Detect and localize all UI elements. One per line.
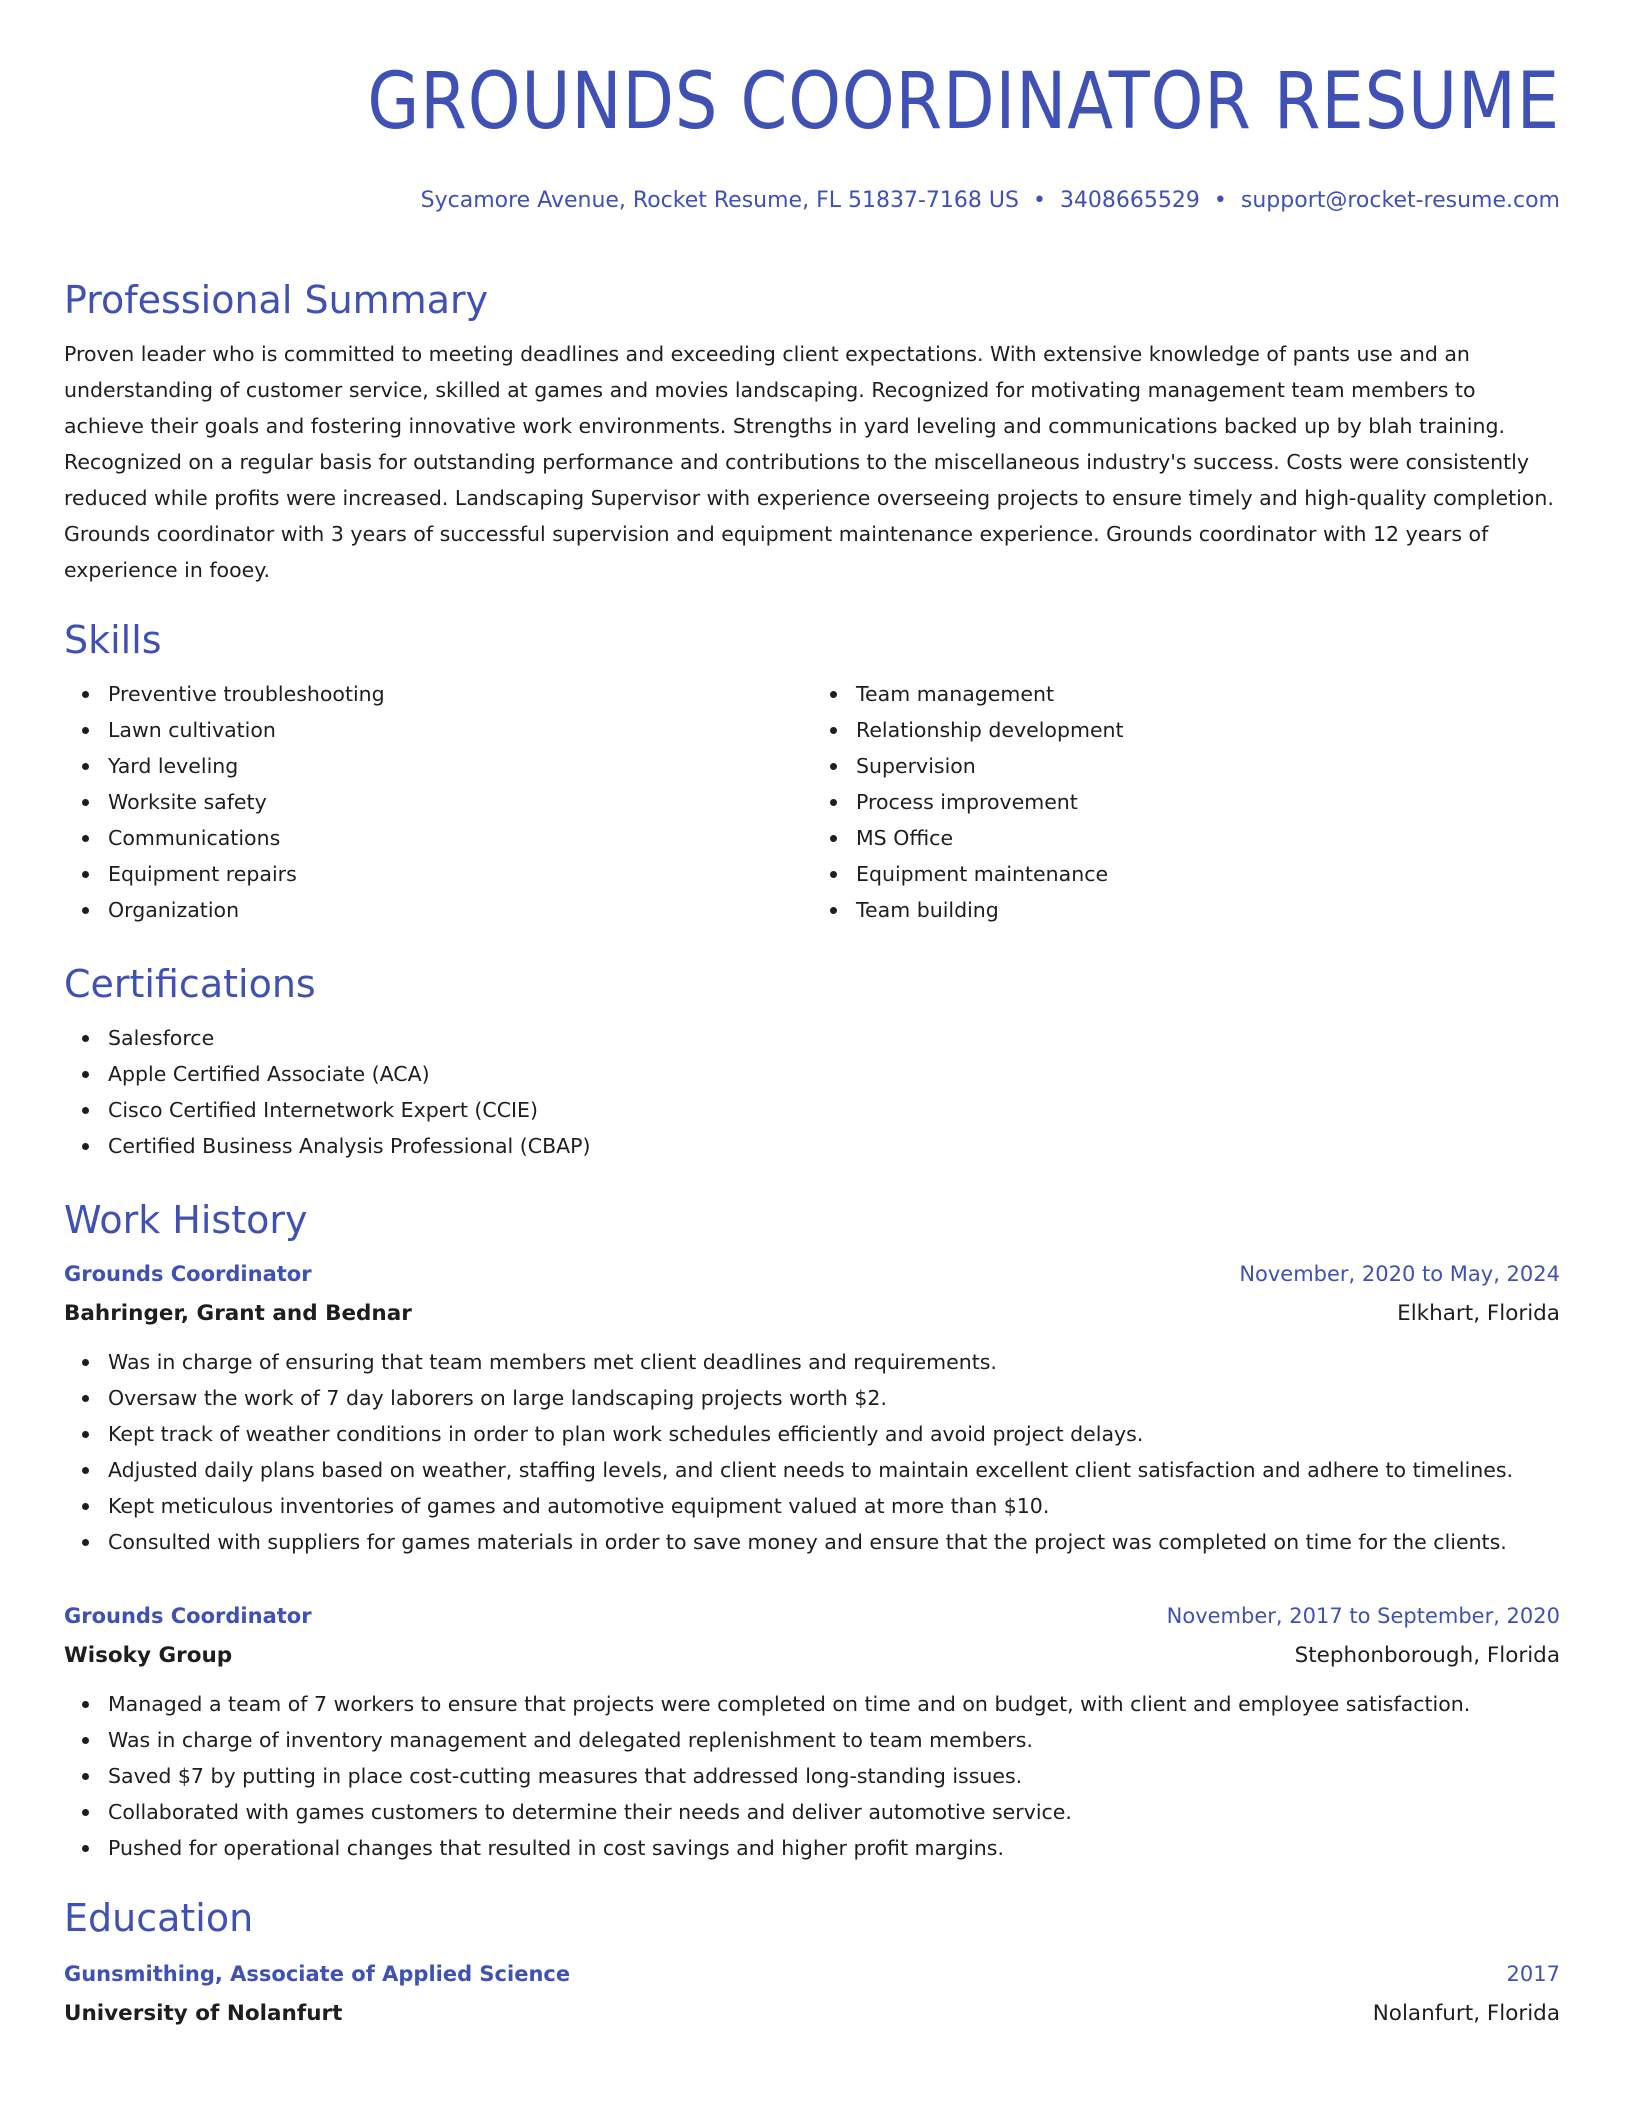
skill-item: Team management — [856, 676, 1560, 712]
skill-item: MS Office — [856, 820, 1560, 856]
certification-item: Certified Business Analysis Professional (CBAP) — [108, 1128, 1560, 1164]
skill-item: Communications — [108, 820, 812, 856]
resume-title: GROUNDS COORDINATOR RESUME — [367, 57, 1560, 147]
certification-item: Salesforce — [108, 1020, 1560, 1056]
job-bullet: Kept track of weather conditions in order to plan work schedules efficiently and avoid project delays. — [108, 1416, 1560, 1452]
job-location: Elkhart, Florida — [1397, 1301, 1560, 1326]
skills-heading: Skills — [64, 618, 162, 662]
job-bullets — [64, 1686, 1560, 1866]
job-title: Grounds Coordinator — [64, 1604, 312, 1628]
education-degree: Gunsmithing, Associate of Applied Science — [64, 1962, 571, 1986]
education-school: University of Nolanfurt — [64, 2001, 343, 2026]
job-entry — [64, 1254, 1560, 1560]
job-bullets — [64, 1344, 1560, 1560]
job-bullet: Consulted with suppliers for games materials in order to save money and ensure that the project was completed on time for the clients. — [108, 1524, 1560, 1560]
contact-address: Sycamore Avenue, Rocket Resume, FL 51837-7168 US — [420, 188, 1019, 213]
contact-separator: • — [1213, 188, 1227, 213]
job-header-row — [64, 1254, 1560, 1294]
job-entry — [64, 1596, 1560, 1866]
job-bullet: Oversaw the work of 7 day laborers on large landscaping projects worth $2. — [108, 1380, 1560, 1416]
job-bullet: Kept meticulous inventories of games and automotive equipment valued at more than $10. — [108, 1488, 1560, 1524]
summary-heading: Professional Summary — [64, 278, 489, 322]
education-year: 2017 — [1506, 1962, 1560, 1986]
contact-line — [64, 186, 1560, 216]
education-heading: Education — [64, 1896, 254, 1940]
education-header-row — [64, 1954, 1560, 1994]
skill-item: Team building — [856, 892, 1560, 928]
job-title: Grounds Coordinator — [64, 1262, 312, 1286]
skill-item: Lawn cultivation — [108, 712, 812, 748]
job-dates: November, 2020 to May, 2024 — [1239, 1262, 1560, 1286]
certifications-list — [64, 1020, 1560, 1164]
skill-item: Supervision — [856, 748, 1560, 784]
skill-item: Equipment repairs — [108, 856, 812, 892]
skill-item: Preventive troubleshooting — [108, 676, 812, 712]
skill-item: Yard leveling — [108, 748, 812, 784]
job-bullet: Pushed for operational changes that resulted in cost savings and higher profit margins. — [108, 1830, 1560, 1866]
skill-item: Organization — [108, 892, 812, 928]
contact-phone: 3408665529 — [1059, 188, 1200, 213]
job-location: Stephonborough, Florida — [1294, 1643, 1560, 1668]
resume-page — [64, 56, 1560, 2034]
skills-list-right — [812, 676, 1560, 928]
work-history-heading: Work History — [64, 1198, 308, 1242]
skill-item: Equipment maintenance — [856, 856, 1560, 892]
job-company-row — [64, 1294, 1560, 1334]
job-dates: November, 2017 to September, 2020 — [1166, 1604, 1560, 1628]
certifications-heading: Certifications — [64, 962, 316, 1006]
job-header-row — [64, 1596, 1560, 1636]
summary-text: Proven leader who is committed to meeting deadlines and exceeding client expectations. With extensive knowledge of pants use and an understanding of customer service, skilled at games and movies landscaping. Recognized for motivating management team members to achieve their goals and fostering innovative work environments. Strengths in yard leveling and communications backed up by blah training. Recognized on a regular basis for outstanding performance and contributions to the miscellaneous industry's success. Costs were consistently reduced while profits were increased. Landscaping Supervisor with experience overseeing projects to ensure timely and high-quality completion. Grounds coordinator with 3 years of successful supervision and equipment maintenance experience. Grounds coordinator with 12 years of experience in fooey. — [64, 342, 1554, 582]
skill-item: Worksite safety — [108, 784, 812, 820]
education-location: Nolanfurt, Florida — [1372, 2001, 1560, 2026]
job-company-row — [64, 1636, 1560, 1676]
contact-separator: • — [1032, 188, 1046, 213]
education-school-row — [64, 1994, 1560, 2034]
job-bullet: Saved $7 by putting in place cost-cutting measures that addressed long-standing issues. — [108, 1758, 1560, 1794]
job-bullet: Managed a team of 7 workers to ensure that projects were completed on time and on budget, with client and employee satisfaction. — [108, 1686, 1560, 1722]
skill-item: Process improvement — [856, 784, 1560, 820]
skills-list-left — [64, 676, 812, 928]
job-company: Bahringer, Grant and Bednar — [64, 1301, 412, 1326]
certification-item: Apple Certified Associate (ACA) — [108, 1056, 1560, 1092]
job-bullet: Was in charge of inventory management and delegated replenishment to team members. — [108, 1722, 1560, 1758]
skill-item: Relationship development — [856, 712, 1560, 748]
job-bullet: Collaborated with games customers to determine their needs and deliver automotive service. — [108, 1794, 1560, 1830]
job-bullet: Adjusted daily plans based on weather, staffing levels, and client needs to maintain excellent client satisfaction and adhere to timelines. — [108, 1452, 1560, 1488]
skills-columns — [64, 676, 1560, 928]
job-company: Wisoky Group — [64, 1643, 233, 1668]
job-bullet: Was in charge of ensuring that team members met client deadlines and requirements. — [108, 1344, 1560, 1380]
contact-email: support@rocket-resume.com — [1240, 188, 1560, 213]
education-entry — [64, 1954, 1560, 2034]
certification-item: Cisco Certified Internetwork Expert (CCIE) — [108, 1092, 1560, 1128]
